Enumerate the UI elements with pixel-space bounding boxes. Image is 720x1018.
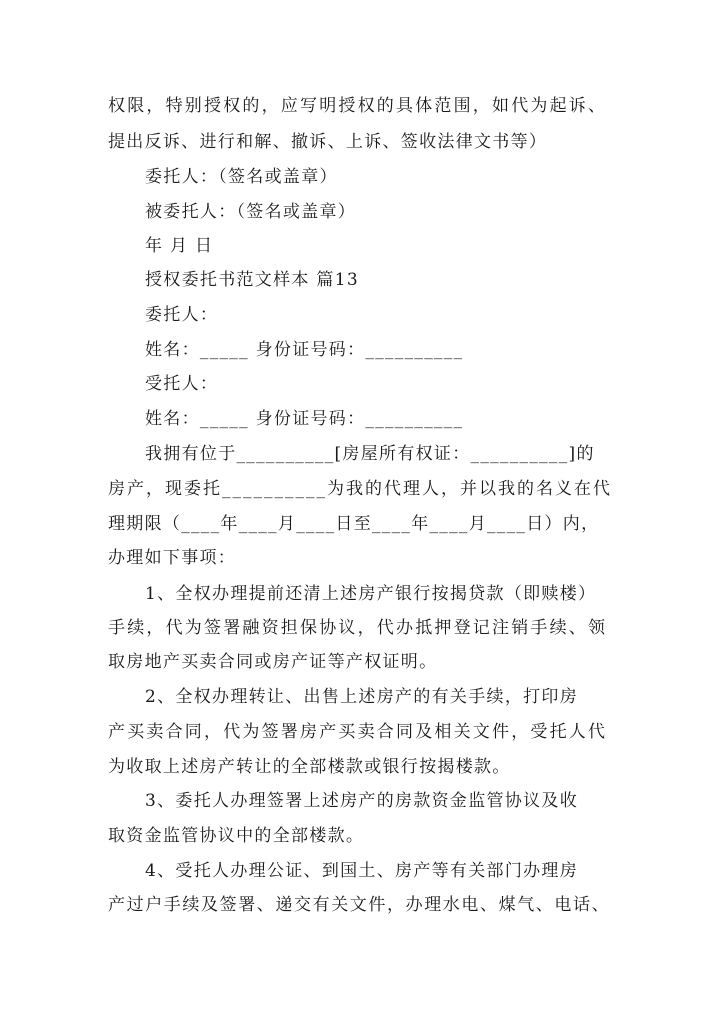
- item-4-line: 4、受托人办理公证、到国土、房产等有关部门办理房: [145, 861, 579, 881]
- text-line: 产买卖合同，代为签署房产买卖合同及相关文件，受托人代: [108, 722, 608, 742]
- text-line: 取房地产买卖合同或房产证等产权证明。: [108, 652, 438, 672]
- agent-label: 受托人：: [145, 374, 219, 394]
- item-3-line: 3、委托人办理签署上述房产的房款资金监管协议及收: [145, 791, 579, 811]
- principal-name-id-line: 姓名：_____ 身份证号码：__________: [145, 340, 464, 360]
- text-line: 办理如下事项：: [108, 548, 237, 568]
- text-line: 为收取上述房产转让的全部楼款或银行按揭楼款。: [108, 757, 511, 777]
- agent-signature-line: 被委托人：（签名或盖章）: [145, 202, 357, 222]
- item-1-line: 1、全权办理提前还清上述房产银行按揭贷款（即赎楼）: [145, 584, 597, 604]
- text-line: 权限，特别授权的，应写明授权的具体范围，如代为起诉、: [108, 96, 608, 116]
- agent-name-id-line: 姓名：_____ 身份证号码：__________: [145, 409, 464, 429]
- principal-signature-line: 委托人：（签名或盖章）: [145, 167, 338, 187]
- principal-label: 委托人：: [145, 305, 219, 325]
- text-line: 理期限（____年____月____日至____年____月____日）内，: [108, 514, 600, 534]
- text-line: 房产，现委托__________为我的代理人，并以我的名义在代: [108, 479, 612, 499]
- text-line: 产过户手续及签署、递交有关文件，办理水电、煤气、电话、: [108, 895, 611, 915]
- text-line: 取资金监管协议中的全部楼款。: [108, 826, 365, 846]
- item-2-line: 2、全权办理转让、出售上述房产的有关手续，打印房: [145, 687, 579, 707]
- text-line: 提出反诉、进行和解、撤诉、上诉、签收法律文书等）: [108, 132, 548, 152]
- date-line: 年 月 日: [145, 236, 214, 256]
- section-title: 授权委托书范文样本 篇13: [145, 270, 359, 290]
- text-line: 手续，代为签署融资担保协议，代办抵押登记注销手续、领: [108, 618, 608, 638]
- text-line: 我拥有位于__________[房屋所有权证：__________]的: [145, 444, 595, 464]
